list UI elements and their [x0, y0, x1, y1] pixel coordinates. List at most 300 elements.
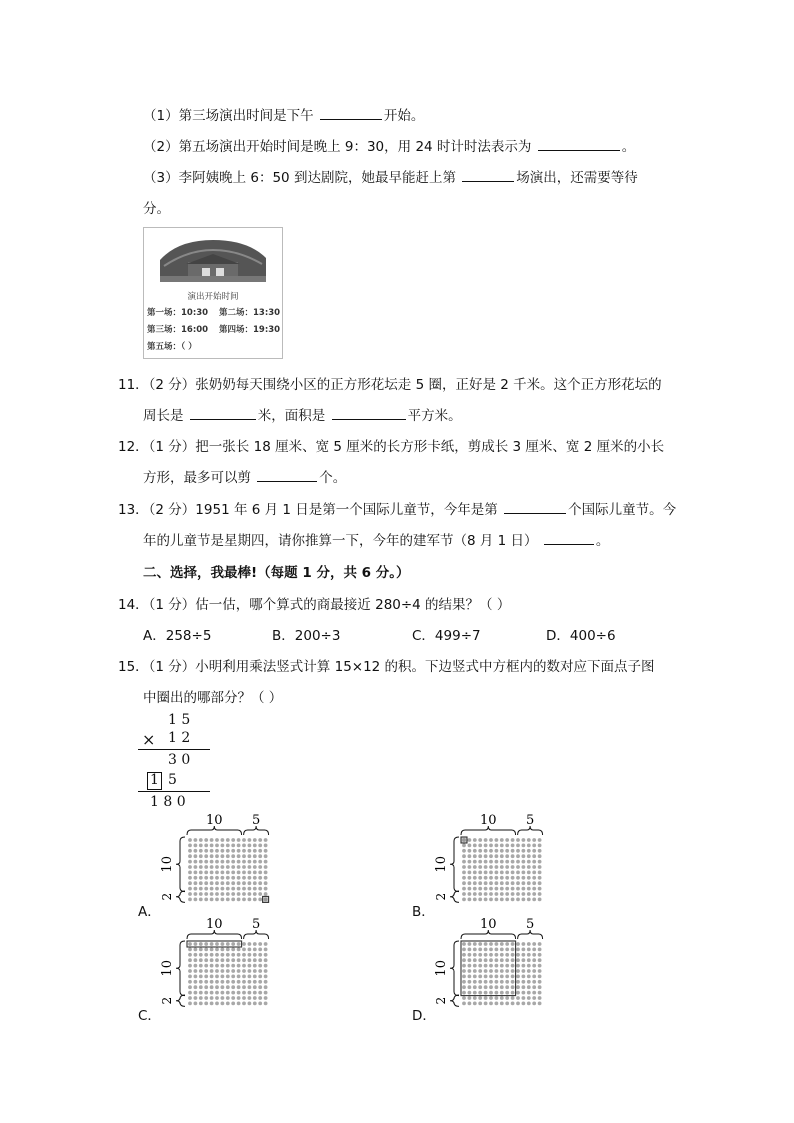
dot: [484, 860, 488, 864]
dot: [264, 942, 268, 946]
dot: [468, 860, 472, 864]
dot: [511, 860, 515, 864]
dot: [248, 985, 252, 989]
dot: [204, 942, 208, 946]
dot: [258, 849, 262, 853]
dot: [258, 898, 262, 902]
dot: [489, 860, 493, 864]
dot: [194, 892, 198, 896]
dot: [199, 975, 203, 979]
dot: [500, 991, 504, 995]
dot: [210, 849, 214, 853]
dot: [473, 996, 477, 1000]
brace: [450, 941, 459, 996]
dot: [231, 844, 235, 848]
dot: [258, 854, 262, 858]
dot: [505, 876, 509, 880]
dot: [495, 871, 499, 875]
dot: [489, 980, 493, 984]
dot: [188, 892, 192, 896]
q14-option-d[interactable]: D．400÷6: [546, 628, 616, 644]
dot: [215, 975, 219, 979]
dot: [221, 964, 225, 968]
dot: [532, 975, 536, 979]
dot: [538, 887, 542, 891]
dot: [478, 838, 482, 842]
dot: [248, 942, 252, 946]
circled-region: [461, 837, 467, 843]
q10-sub1-after: 开始。: [383, 108, 425, 124]
dot: [210, 942, 214, 946]
dot: [188, 871, 192, 875]
q12-line1: 12．（1 分）把一张长 18 厘米、宽 5 厘米的长方形卡纸，剪成长 3 厘米、宽 2 厘米的小长: [118, 439, 665, 455]
dot: [473, 942, 477, 946]
dot: [495, 898, 499, 902]
dot: [264, 887, 268, 891]
dot: [264, 865, 268, 869]
dot: [264, 849, 268, 853]
dot: [473, 860, 477, 864]
dot: [253, 996, 257, 1000]
vertical-multiplication: [138, 712, 218, 812]
dot: [221, 844, 225, 848]
dot: [468, 985, 472, 989]
dot: [264, 964, 268, 968]
dot: [473, 892, 477, 896]
dot: [226, 980, 230, 984]
dot-grid: [160, 812, 290, 917]
dot: [253, 849, 257, 853]
dot: [237, 881, 241, 885]
dot: [500, 838, 504, 842]
dot: [478, 996, 482, 1000]
dot: [478, 854, 482, 858]
dot: [194, 996, 198, 1000]
answer-blank[interactable]: [332, 405, 406, 420]
dot: [237, 898, 241, 902]
dot: [495, 892, 499, 896]
dot: [258, 887, 262, 891]
dot: [248, 991, 252, 995]
dot: [468, 865, 472, 869]
dot: [188, 881, 192, 885]
dot: [248, 892, 252, 896]
dot: [500, 844, 504, 848]
dot: [199, 991, 203, 995]
dot: [226, 849, 230, 853]
vm-partial-1: 3 0: [168, 752, 191, 768]
dot: [231, 876, 235, 880]
answer-blank[interactable]: [257, 467, 317, 482]
dot: [500, 958, 504, 962]
q12-line2: [143, 466, 346, 486]
dot: [505, 980, 509, 984]
dot: [210, 985, 214, 989]
dot: [473, 865, 477, 869]
dot: [215, 838, 219, 842]
dot: [221, 1002, 225, 1006]
dot: [210, 887, 214, 891]
dot: [522, 881, 526, 885]
dot: [237, 844, 241, 848]
vm-boxed-digit: 1: [150, 772, 159, 788]
dot: [248, 887, 252, 891]
dot: [532, 898, 536, 902]
dot: [478, 892, 482, 896]
dot: [462, 964, 466, 968]
dot: [231, 991, 235, 995]
dot-grid: [160, 916, 290, 1021]
dot: [478, 876, 482, 880]
dot: [500, 887, 504, 891]
dot: [210, 865, 214, 869]
dot: [462, 887, 466, 891]
dot: [484, 876, 488, 880]
vm-multiplier: 1 2: [168, 730, 191, 746]
dot: [242, 871, 246, 875]
dot: [468, 838, 472, 842]
dot: [511, 865, 515, 869]
brace: [450, 891, 459, 902]
dot: [489, 985, 493, 989]
dot: [264, 871, 268, 875]
dot: [462, 860, 466, 864]
dot: [505, 964, 509, 968]
dot: [462, 969, 466, 973]
dot: [204, 876, 208, 880]
dot: [511, 854, 515, 858]
dot: [489, 942, 493, 946]
label-rows-10: 10: [434, 960, 449, 977]
dot: [248, 969, 252, 973]
dot: [505, 887, 509, 891]
dot: [478, 844, 482, 848]
q14-option-b[interactable]: B．200÷3: [272, 628, 341, 644]
dot: [538, 854, 542, 858]
dot: [478, 942, 482, 946]
q14-option-a[interactable]: A．258÷5: [143, 628, 212, 644]
dot: [188, 964, 192, 968]
dot: [221, 892, 225, 896]
dot: [204, 849, 208, 853]
dot: [194, 865, 198, 869]
dot: [215, 985, 219, 989]
dot: [522, 898, 526, 902]
dot: [237, 860, 241, 864]
label-5: 5: [251, 813, 261, 828]
dot: [242, 838, 246, 842]
dot: [237, 887, 241, 891]
dot: [258, 964, 262, 968]
divider-line: [138, 791, 210, 792]
dot: [204, 854, 208, 858]
dot: [522, 838, 526, 842]
label-10: 10: [206, 917, 223, 932]
dot: [527, 838, 531, 842]
dot: [505, 871, 509, 875]
answer-blank[interactable]: [190, 405, 256, 420]
dot: [516, 854, 520, 858]
dot: [231, 865, 235, 869]
dot: [194, 871, 198, 875]
dot: [242, 887, 246, 891]
theater-poster: [143, 227, 283, 359]
dot: [527, 844, 531, 848]
dot: [204, 1002, 208, 1006]
dot: [231, 849, 235, 853]
dot: [248, 898, 252, 902]
dot: [500, 892, 504, 896]
dot: [527, 865, 531, 869]
dot: [500, 849, 504, 853]
brace: [450, 837, 459, 892]
section-heading: 二、选择，我最棒!（每题 1 分，共 6 分。）: [143, 565, 410, 581]
dot: [505, 881, 509, 885]
dot: [505, 854, 509, 858]
q14-option-c[interactable]: C．499÷7: [412, 628, 481, 644]
dot: [258, 969, 262, 973]
dot: [511, 881, 515, 885]
dot: [188, 975, 192, 979]
dot: [253, 876, 257, 880]
dot: [532, 996, 536, 1000]
dot: [500, 980, 504, 984]
q13-text-b: 个国际儿童节。今: [568, 502, 677, 518]
dot: [237, 975, 241, 979]
dot: [253, 969, 257, 973]
dot: [462, 975, 466, 979]
dot: [478, 991, 482, 995]
dot: [473, 849, 477, 853]
label-rows-10: 10: [434, 856, 449, 873]
dot: [495, 942, 499, 946]
dot: [210, 953, 214, 957]
dot: [210, 948, 214, 952]
q11-line2: [143, 404, 462, 424]
dot: [188, 958, 192, 962]
dot: [188, 865, 192, 869]
brace: [176, 995, 185, 1006]
dot: [527, 996, 531, 1000]
dot: [505, 844, 509, 848]
dot: [527, 991, 531, 995]
dot: [215, 964, 219, 968]
dot: [505, 958, 509, 962]
answer-blank[interactable]: [504, 499, 566, 514]
answer-blank[interactable]: [544, 530, 594, 545]
dot: [242, 876, 246, 880]
dot: [538, 860, 542, 864]
dot: [489, 991, 493, 995]
dot: [253, 898, 257, 902]
dot: [215, 991, 219, 995]
dot: [199, 876, 203, 880]
dot: [204, 887, 208, 891]
dot: [484, 892, 488, 896]
dot: [188, 854, 192, 858]
dot: [538, 838, 542, 842]
dot: [468, 953, 472, 957]
label-10: 10: [480, 813, 497, 828]
dot: [204, 985, 208, 989]
dot: [199, 892, 203, 896]
answer-blank[interactable]: [462, 167, 514, 182]
dot: [538, 1002, 542, 1006]
dot: [505, 892, 509, 896]
q13-text-c: 年的儿童节是星期四，请你推算一下，今年的建军节（8 月 1 日）: [143, 533, 538, 549]
dot: [231, 980, 235, 984]
dot: [237, 849, 241, 853]
dot: [484, 948, 488, 952]
dot: [194, 975, 198, 979]
dot: [495, 865, 499, 869]
answer-blank[interactable]: [320, 105, 382, 120]
dot: [199, 948, 203, 952]
grid-option-label: A．: [138, 904, 161, 920]
dot: [527, 948, 531, 952]
dot: [253, 948, 257, 952]
dot: [215, 887, 219, 891]
dot: [522, 849, 526, 853]
dot: [522, 860, 526, 864]
dot: [194, 887, 198, 891]
dot: [242, 881, 246, 885]
dot: [522, 854, 526, 858]
label-5: 5: [525, 917, 535, 932]
dot: [199, 996, 203, 1000]
dot: [522, 985, 526, 989]
dot: [527, 985, 531, 989]
dot: [242, 1002, 246, 1006]
dot: [516, 1002, 520, 1006]
dot: [253, 975, 257, 979]
dot: [194, 953, 198, 957]
dot: [242, 892, 246, 896]
dot: [538, 865, 542, 869]
dot: [532, 838, 536, 842]
circled-region: [263, 896, 269, 902]
q10-sub3-line2: 分。: [143, 201, 170, 217]
dot: [210, 980, 214, 984]
dot: [237, 854, 241, 858]
dot: [468, 980, 472, 984]
dot: [473, 871, 477, 875]
dot: [527, 871, 531, 875]
dot: [505, 838, 509, 842]
dot: [258, 876, 262, 880]
theater-image: [158, 236, 268, 282]
dot: [532, 980, 536, 984]
dot: [511, 991, 515, 995]
dot: [473, 958, 477, 962]
dot: [204, 969, 208, 973]
label-rows-2: 2: [160, 892, 174, 901]
dot: [532, 865, 536, 869]
dot: [221, 849, 225, 853]
dot: [242, 844, 246, 848]
dot: [231, 958, 235, 962]
dot: [532, 991, 536, 995]
dot: [532, 985, 536, 989]
dot: [194, 942, 198, 946]
dot: [484, 849, 488, 853]
dot: [462, 953, 466, 957]
dot: [527, 854, 531, 858]
dot: [527, 892, 531, 896]
dot: [258, 892, 262, 896]
dot: [215, 948, 219, 952]
label-rows-10: 10: [160, 856, 175, 873]
dot: [188, 887, 192, 891]
dot: [204, 844, 208, 848]
dot: [226, 865, 230, 869]
dot: [468, 964, 472, 968]
dot: [511, 1002, 515, 1006]
dot: [199, 942, 203, 946]
dot: [478, 865, 482, 869]
dot: [511, 985, 515, 989]
label-rows-2: 2: [434, 996, 448, 1005]
dot: [194, 948, 198, 952]
dot: [516, 969, 520, 973]
dot: [215, 844, 219, 848]
q14-stem: 14．（1 分）估一估，哪个算式的商最接近 280÷4 的结果？（ ）: [118, 597, 511, 613]
dot: [199, 865, 203, 869]
dot: [516, 871, 520, 875]
q10-sub2-after: 。: [621, 139, 636, 155]
dot: [248, 881, 252, 885]
dot: [253, 844, 257, 848]
dot: [484, 871, 488, 875]
dot: [188, 876, 192, 880]
dot: [210, 844, 214, 848]
dot: [505, 985, 509, 989]
dot: [473, 881, 477, 885]
grid-option-label: D．: [412, 1008, 436, 1024]
dot: [199, 898, 203, 902]
dot: [473, 887, 477, 891]
dot: [473, 844, 477, 848]
q13-text-a: 13．（2 分）1951 年 6 月 1 日是第一个国际儿童节，今年是第: [118, 502, 498, 518]
dot: [462, 980, 466, 984]
dot: [221, 854, 225, 858]
dot: [199, 844, 203, 848]
dot: [248, 849, 252, 853]
dot-grid: [434, 916, 564, 1021]
dot: [500, 953, 504, 957]
dot: [462, 991, 466, 995]
dot: [505, 860, 509, 864]
dot: [204, 898, 208, 902]
dot: [484, 953, 488, 957]
dot: [505, 1002, 509, 1006]
dot: [210, 876, 214, 880]
dot: [194, 958, 198, 962]
dot: [204, 953, 208, 957]
dot: [532, 892, 536, 896]
answer-blank[interactable]: [538, 136, 620, 151]
dot: [242, 942, 246, 946]
dot: [221, 876, 225, 880]
dot: [226, 996, 230, 1000]
dot: [500, 964, 504, 968]
dot: [215, 898, 219, 902]
dot: [215, 876, 219, 880]
dot: [511, 849, 515, 853]
dot: [484, 887, 488, 891]
dot: [226, 942, 230, 946]
dot: [505, 898, 509, 902]
